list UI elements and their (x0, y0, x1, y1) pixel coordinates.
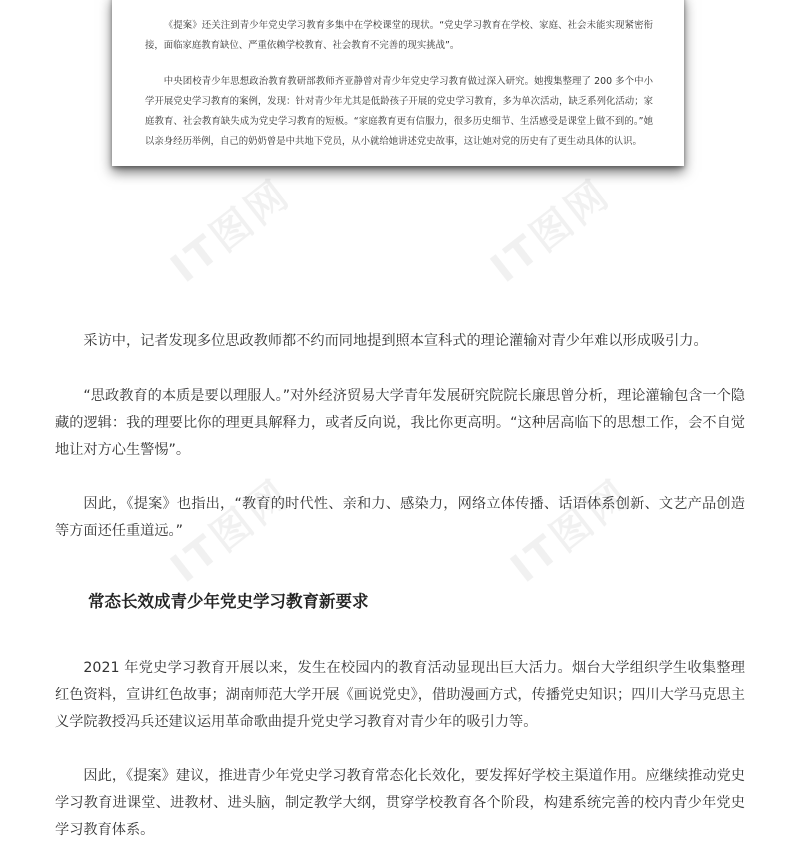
embedded-document-image (112, 0, 684, 166)
section-heading: 常态长效成青少年党史学习教育新要求 (88, 592, 369, 611)
article-paragraph-4: 2021 年党史学习教育开展以来，发生在校园内的教育活动显现出巨大活力。烟台大学组织学生收集整理红色资料，宣讲红色故事；湖南师范大学开展《画说党史》，借助漫画方式，传播党史知识；四川大学马克思主义学院教授冯兵还建议运用革命歌曲提升党史学习教育对青少年的吸引力等。 (55, 660, 745, 730)
watermark: IT图网 (162, 470, 300, 592)
article-paragraph-3: 因此，《提案》也指出，“教育的时代性、亲和力、感染力，网络立体传播、话语体系创新、文艺产品创造等方面还任重道远。” (55, 496, 745, 539)
article-paragraph-1: 采访中，记者发现多位思政教师都不约而同地提到照本宣科式的理论灌输对青少年难以形成吸引力。 (83, 333, 708, 349)
article-paragraph-5: 因此，《提案》建议，推进青少年党史学习教育常态化长效化，要发挥好学校主渠道作用。应继续推动党史学习教育进课堂、进教材、进头脑，制定教学大纲，贯穿学校教育各个阶段，构建系统完善的校内青少年党史学习教育体系。 (55, 768, 745, 838)
doc-paragraph-1: 《提案》还关注到青少年党史学习教育多集中在学校课堂的现状。“党史学习教育在学校、家庭、社会未能实现紧密衔接，面临家庭教育缺位、严重依赖学校教育、社会教育不完善的现实挑战”。 (145, 20, 653, 51)
watermark: IT图网 (482, 170, 620, 292)
watermark: IT图网 (162, 170, 300, 292)
article-paragraph-2: “思政教育的本质是要以理服人。”对外经济贸易大学青年发展研究院院长廉思曾分析，理论灌输包含一个隐藏的逻辑：我的理要比你的理更具解释力，或者反向说，我比你更高明。“这种居高临下的思想工作，会不自觉地让对方心生警惕”。 (55, 388, 745, 458)
doc-paragraph-2: 中央团校青少年思想政治教育教研部教师齐亚静曾对青少年党史学习教育做过深入研究。她搜集整理了 200 多个中小学开展党史学习教育的案例，发现：针对青少年尤其是低龄孩子开展的党史学习教育，多为单次活动，缺乏系列化活动；家庭教育、社会教育缺失成为党史学习教育的短板。“家庭教育更有信服力，很多历史细节、生活感受是课堂上做不到的。”她以亲身经历举例，自己的奶奶曾是中共地下党员，从小就给她讲述党史故事，这让她对党的历史有了更生动具体的认识。 (145, 76, 653, 147)
watermark: IT图网 (502, 470, 640, 592)
